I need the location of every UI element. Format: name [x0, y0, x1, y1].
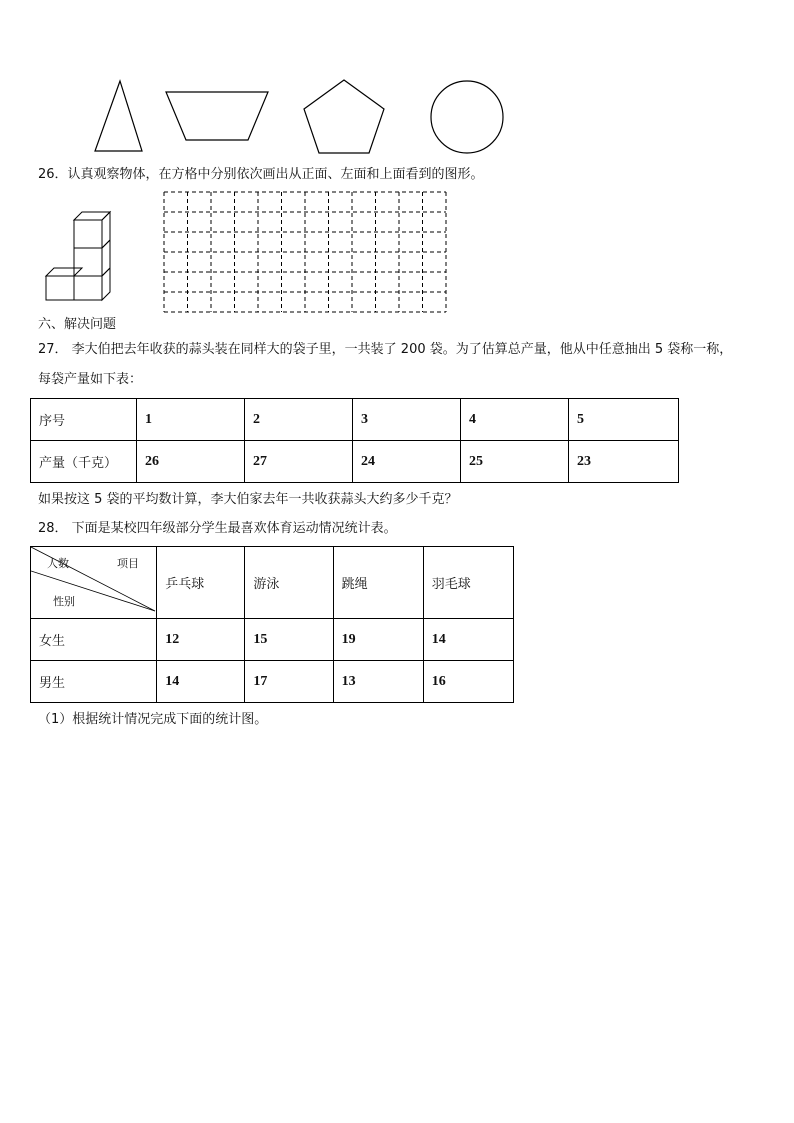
- q27-table: [30, 398, 679, 483]
- q28-cell: 14: [423, 619, 513, 661]
- triangle-shape: [90, 78, 150, 154]
- q27-line2: 每袋产量如下表：: [38, 372, 143, 387]
- q28-cell: 15: [245, 619, 333, 661]
- q28-col-header: 跳绳: [333, 547, 423, 619]
- q28-row-label: 男生: [31, 661, 157, 703]
- diag-label-people: 人数: [47, 557, 69, 570]
- section6-title: 六、解决问题: [38, 317, 117, 332]
- q28-sub1: （1）根据统计情况完成下面的统计图。: [38, 712, 268, 727]
- q27-row-header: 产量（千克）: [31, 441, 137, 483]
- q28-cell: 14: [157, 661, 245, 703]
- q26-line: [38, 166, 484, 184]
- diag-label-item: 项目: [117, 557, 139, 570]
- cube-stack-figure: [44, 206, 118, 304]
- pentagon-shape: [300, 77, 388, 157]
- q27-cell: 1: [137, 399, 245, 441]
- q27-cell: 2: [245, 399, 353, 441]
- q28-header-row: [31, 547, 514, 619]
- q27-cell: 23: [569, 441, 679, 483]
- q28-diagonal-header: [31, 547, 157, 619]
- dashed-grid: [162, 190, 448, 314]
- q28-table: [30, 546, 514, 703]
- q26-number: 26．: [38, 167, 68, 182]
- q26-text: 认真观察物体，在方格中分别依次画出从正面、左面和上面看到的图形。: [67, 167, 484, 182]
- diag-label-gender: 性别: [53, 595, 75, 608]
- q27-cell: 27: [245, 441, 353, 483]
- q27-question: 如果按这 5 袋的平均数计算，李大伯家去年一共收获蒜头大约多少千克？: [38, 492, 458, 507]
- q27-cell: 3: [353, 399, 461, 441]
- q28-intro: 28． 下面是某校四年级部分学生最喜欢体育运动情况统计表。: [38, 521, 397, 536]
- q27-cell: 5: [569, 399, 679, 441]
- q28-row-label: 女生: [31, 619, 157, 661]
- q27-row-yield: [31, 441, 679, 483]
- q27-cell: 4: [461, 399, 569, 441]
- q27-row-index: [31, 399, 679, 441]
- q27-cell: 25: [461, 441, 569, 483]
- q28-cell: 12: [157, 619, 245, 661]
- q28-cell: 19: [333, 619, 423, 661]
- q28-cell: 13: [333, 661, 423, 703]
- q27-cell: 24: [353, 441, 461, 483]
- q28-cell: 17: [245, 661, 333, 703]
- q28-col-header: 乒乓球: [157, 547, 245, 619]
- shapes-row: [0, 0, 794, 160]
- q28-row-boys: [31, 661, 514, 703]
- q28-col-header: 羽毛球: [423, 547, 513, 619]
- q27-cell: 26: [137, 441, 245, 483]
- q28-col-header: 游泳: [245, 547, 333, 619]
- q27-row-header: 序号: [31, 399, 137, 441]
- trapezoid-shape: [162, 88, 272, 144]
- q28-row-girls: [31, 619, 514, 661]
- q27-line1: 27． 李大伯把去年收获的蒜头装在同样大的袋子里，一共装了 200 袋。为了估算总产量，他从中任意抽出 5 袋称一称，: [38, 342, 733, 357]
- q28-cell: 16: [423, 661, 513, 703]
- circle-shape: [428, 78, 508, 158]
